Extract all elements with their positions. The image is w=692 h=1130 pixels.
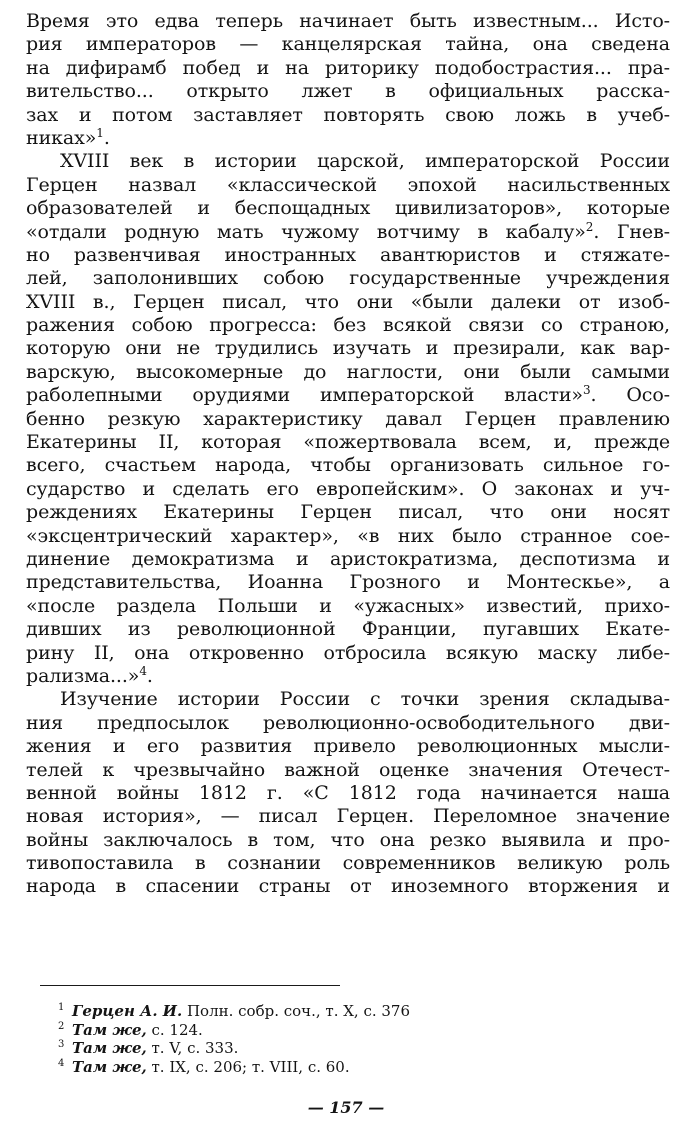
- line-text-tail: .: [103, 126, 110, 149]
- line-text: дивших из революционной Франции, пугавших Екате-: [26, 618, 670, 641]
- text-line: [26, 33, 670, 56]
- text-line: [26, 197, 670, 220]
- line-text: XVIII в., Герцен писал, что они «были далеки от изоб-: [26, 290, 670, 313]
- page-number: — 157 —: [307, 1098, 385, 1117]
- text-line: [26, 174, 670, 197]
- line-text-tail: . Осо-: [590, 384, 671, 407]
- line-text: Екатерины II, которая «пожертвовала всем, и, прежде: [26, 431, 670, 454]
- text-line: [26, 618, 670, 641]
- line-text: ния предпосылок революционно-освободительного дви-: [26, 711, 670, 734]
- text-line: [26, 408, 670, 431]
- text-line: [26, 875, 670, 898]
- line-text: лей, заполонивших собою государственные учреждения: [26, 267, 670, 290]
- footnote-ref: 2: [585, 219, 594, 234]
- text-line: [26, 782, 670, 805]
- line-text: жения и его развития привело революционных мысли-: [26, 735, 670, 758]
- text-line: [26, 361, 670, 384]
- text-line: [26, 454, 670, 477]
- text-line: [26, 571, 670, 594]
- line-text: зах и потом заставляет повторять свою ложь в учеб-: [26, 103, 670, 126]
- line-text: войны заключалось в том, что она резко выявила и про-: [26, 828, 670, 851]
- line-text: ражения собою прогресса: без всякой связи со страною,: [26, 314, 670, 337]
- text-line: [26, 150, 670, 173]
- text-line: [26, 665, 670, 688]
- line-text: рализма...»: [26, 664, 140, 687]
- footnote-source: Там же,: [72, 1020, 147, 1039]
- text-line: [26, 57, 670, 80]
- line-text: вительство... открыто лжет в официальных расска-: [26, 80, 670, 103]
- text-line: [26, 759, 670, 782]
- text-line: [26, 829, 670, 852]
- text-line: [26, 80, 670, 103]
- text-line: [26, 244, 670, 267]
- line-text: Герцен назвал «классической эпохой насильственных: [26, 173, 670, 196]
- line-text: народа в спасении страны от иноземного вторжения и: [26, 875, 670, 898]
- footnote-source: Там же,: [72, 1039, 147, 1057]
- text-line: [26, 501, 670, 524]
- footnote-text: т. IX, с. 206; т. VIII, с. 60.: [146, 1057, 350, 1076]
- text-line: [26, 314, 670, 337]
- footnote: [58, 1039, 632, 1058]
- footnote: [58, 1057, 632, 1077]
- line-text: XVIII век в истории царской, императорской России: [60, 150, 670, 173]
- line-text-tail: . Гнев-: [593, 220, 670, 243]
- footnote-source: Там же,: [72, 1057, 147, 1076]
- text-line: [26, 431, 670, 454]
- footnote-number: 2: [58, 1020, 65, 1032]
- line-text: «после раздела Польши и «ужасных» известий, прихо-: [26, 594, 670, 617]
- text-line: [26, 688, 670, 711]
- line-text: на дифирамб побед и на риторику подобострастия... пра-: [26, 56, 670, 79]
- footnote: [58, 1020, 632, 1040]
- text-line: [26, 805, 670, 828]
- line-text: раболепными орудиями императорской власти»: [26, 384, 583, 407]
- footnote-number: 3: [58, 1039, 65, 1050]
- text-line: [26, 525, 670, 548]
- footnote-text: т. V, с. 333.: [146, 1039, 239, 1057]
- text-line: [26, 337, 670, 360]
- line-text: сударство и сделать его европейским». О законах и уч-: [26, 477, 670, 500]
- text-line: [26, 548, 670, 571]
- footnote-number: 1: [58, 1002, 65, 1013]
- line-text: образователей и беспощадных цивилизаторов», которые: [26, 197, 670, 220]
- text-line: [26, 712, 670, 735]
- footnote-ref: 1: [96, 125, 104, 140]
- line-text-tail: .: [146, 664, 153, 687]
- footnotes: [58, 1002, 632, 1076]
- text-line: [26, 127, 670, 150]
- footnote-ref: 4: [139, 663, 147, 678]
- line-text: реждениях Екатерины Герцен писал, что они носят: [26, 501, 670, 524]
- footnote-source: Герцен А. И.: [72, 1002, 183, 1020]
- line-text: Изучение истории России с точки зрения складыва-: [60, 688, 670, 711]
- text-line: [26, 221, 670, 244]
- line-text: рину II, она откровенно отбросила всякую маску либе-: [26, 641, 670, 664]
- line-text: никах»: [26, 126, 97, 149]
- footnote-text: с. 124.: [146, 1020, 203, 1039]
- line-text: всего, счастьем народа, чтобы организовать сильное го-: [26, 454, 670, 477]
- text-line: [26, 291, 670, 314]
- text-line: [26, 735, 670, 758]
- line-text: которую они не трудились изучать и презирали, как вар-: [26, 337, 670, 360]
- text-line: [26, 267, 670, 290]
- line-text: бенно резкую характеристику давал Герцен правлению: [26, 407, 670, 430]
- footnote-ref: 3: [582, 383, 591, 398]
- line-text: но развенчивая иностранных авантюристов и стяжате-: [26, 243, 670, 266]
- line-text: венной войны 1812 г. «С 1812 года начинается наша: [26, 781, 670, 804]
- text-line: [26, 478, 670, 501]
- text-line: [26, 852, 670, 875]
- line-text: телей к чрезвычайно важной оценке значения Отечест-: [26, 758, 670, 781]
- text-line: [26, 10, 670, 33]
- footnote-divider: [40, 985, 340, 986]
- line-text: рия императоров — канцелярская тайна, она сведена: [26, 33, 670, 56]
- line-text: варскую, высокомерные до наглости, они были самыми: [26, 360, 670, 383]
- text-line: [26, 384, 670, 407]
- footnote-number: 4: [58, 1057, 65, 1069]
- text-line: [26, 595, 670, 618]
- line-text: динение демократизма и аристократизма, деспотизма и: [26, 547, 670, 570]
- line-text: новая история», — писал Герцен. Переломное значение: [26, 805, 670, 828]
- footnote: [58, 1002, 632, 1021]
- line-text: «отдали родную мать чужому вотчиму в кабалу»: [26, 220, 586, 243]
- line-text: тивопоставила в сознании современников великую роль: [26, 852, 670, 875]
- text-line: [26, 104, 670, 127]
- footnote-text: Полн. собр. соч., т. X, с. 376: [182, 1002, 411, 1020]
- text-line: [26, 642, 670, 665]
- line-text: Время это едва теперь начинает быть известным... Исто-: [26, 10, 670, 32]
- line-text: представительства, Иоанна Грозного и Монтескье», а: [26, 571, 670, 594]
- body-text: [26, 10, 670, 899]
- line-text: «эксцентрический характер», «в них было странное сое-: [26, 524, 670, 547]
